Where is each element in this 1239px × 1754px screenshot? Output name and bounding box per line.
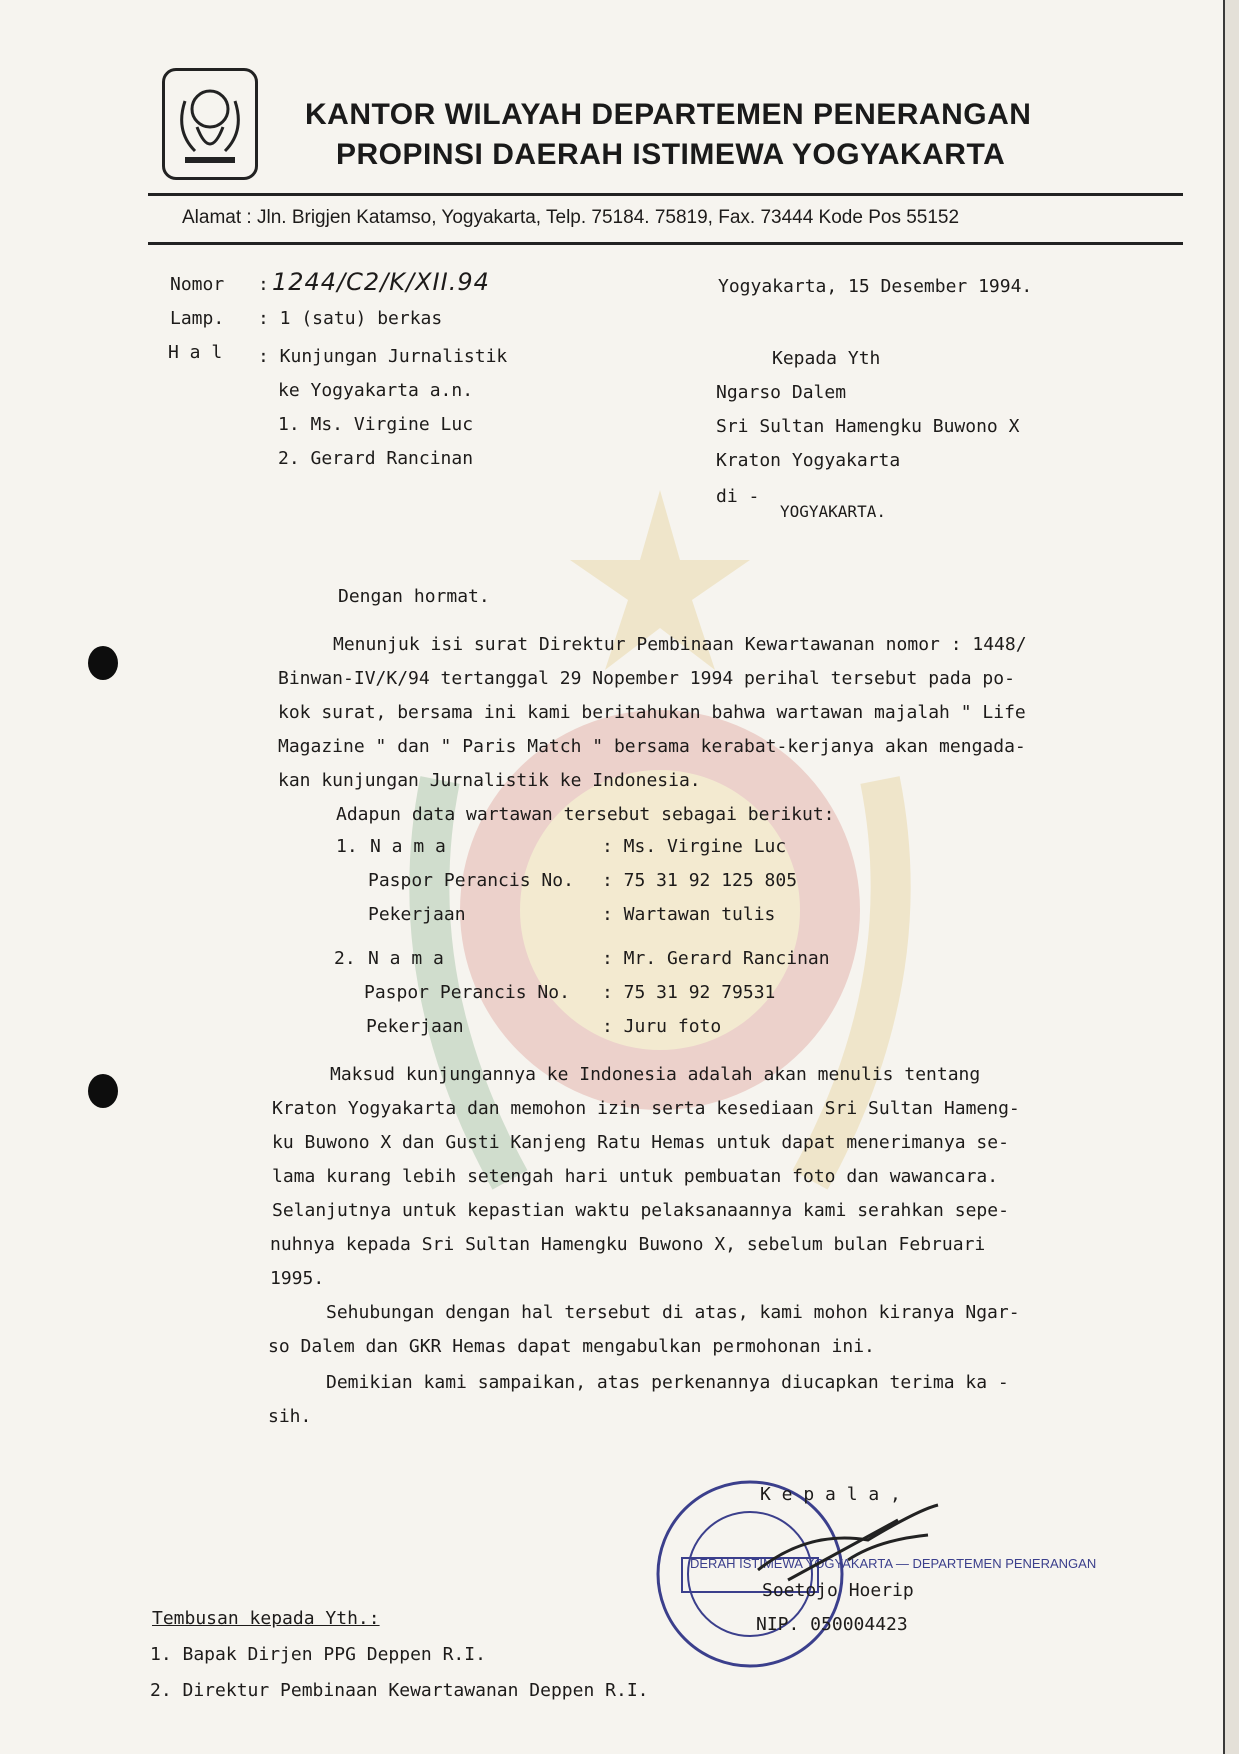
lamp-label: Lamp. [170, 308, 225, 329]
recipient-di: di - [716, 486, 760, 507]
hal-line-3: 1. Ms. Virgine Luc [278, 414, 474, 435]
recipient-kepada: Kepada Yth [772, 348, 881, 369]
para2: Adapun data wartawan tersebut sebagai berikut: [336, 804, 835, 825]
w2-nama-value: : Mr. Gerard Rancinan [602, 948, 830, 969]
para4-line-1: Sehubungan dengan hal tersebut di atas, kami mohon kiranya Ngar- [326, 1302, 1020, 1323]
para3-line-3: ku Buwono X dan Gusti Kanjeng Ratu Hemas untuk dapat menerimanya se- [272, 1132, 1009, 1153]
w1-kerja-label: Pekerjaan [368, 904, 466, 925]
w2-paspor-value: : 75 31 92 79531 [602, 982, 776, 1003]
signature-title: K e p a l a , [760, 1484, 901, 1505]
w1-paspor-label: Paspor Perancis No. [368, 870, 574, 891]
header-rule-top [148, 193, 1183, 196]
page-edge [1225, 0, 1239, 1754]
nomor-sep: : [258, 274, 269, 295]
punch-hole-top [88, 646, 118, 680]
header-rule-bottom [148, 242, 1183, 245]
cc-item-2: 2. Direktur Pembinaan Kewartawanan Deppen R.I. [150, 1680, 649, 1701]
recipient-line-3: Kraton Yogyakarta [716, 450, 901, 471]
para3-line-2: Kraton Yogyakarta dan memohon izin serta kesediaan Sri Sultan Hameng- [272, 1098, 1020, 1119]
letter-date: Yogyakarta, 15 Desember 1994. [718, 276, 1033, 297]
para3-line-1: Maksud kunjungannya ke Indonesia adalah akan menulis tentang [330, 1064, 981, 1085]
nomor-value: 1244/C2/K/XII.94 [272, 268, 490, 296]
salutation: Dengan hormat. [338, 586, 490, 607]
w2-kerja-label: Pekerjaan [366, 1016, 464, 1037]
para3-line-5: Selanjutnya untuk kepastian waktu pelaksanaannya kami serahkan sepe- [272, 1200, 1009, 1221]
para5-line-2: sih. [268, 1406, 312, 1427]
hal-label: H a l [168, 342, 223, 363]
cc-item-1: 1. Bapak Dirjen PPG Deppen R.I. [150, 1644, 486, 1665]
para3-line-6: nuhnya kepada Sri Sultan Hamengku Buwono X, sebelum bulan Februari [270, 1234, 986, 1255]
para1-line-1: Menunjuk isi surat Direktur Pembinaan Kewartawanan nomor : 1448/ [333, 634, 1027, 655]
para4-line-2: so Dalem dan GKR Hemas dapat mengabulkan permohonan ini. [268, 1336, 875, 1357]
signature-name: Soetojo Hoerip [762, 1580, 914, 1601]
hal-value: : Kunjungan Jurnalistik [258, 346, 508, 367]
department-emblem-icon [165, 71, 255, 177]
para5-line-1: Demikian kami sampaikan, atas perkenannya diucapkan terima ka - [326, 1372, 1009, 1393]
signature-nip: NIP. 050004423 [756, 1614, 908, 1635]
recipient-line-2: Sri Sultan Hamengku Buwono X [716, 416, 1020, 437]
para1-line-4: Magazine " dan " Paris Match " bersama kerabat-kerjanya akan mengada- [278, 736, 1026, 757]
header-line-2: PROPINSI DAERAH ISTIMEWA YOGYAKARTA [336, 138, 1006, 171]
para3-line-7: 1995. [270, 1268, 325, 1289]
w1-paspor-value: : 75 31 92 125 805 [602, 870, 798, 891]
hal-line-4: 2. Gerard Rancinan [278, 448, 474, 469]
lamp-value: : 1 (satu) berkas [258, 308, 443, 329]
nomor-label: Nomor [170, 274, 225, 295]
punch-hole-bottom [88, 1074, 118, 1108]
para3-line-4: lama kurang lebih setengah hari untuk pembuatan foto dan wawancara. [272, 1166, 999, 1187]
para1-line-5: kan kunjungan Jurnalistik ke Indonesia. [278, 770, 701, 791]
w1-nama-label: N a m a [370, 836, 446, 857]
handwritten-signature-icon [748, 1500, 948, 1590]
w1-number: 1. [336, 836, 358, 857]
header-line-1: KANTOR WILAYAH DEPARTEMEN PENERANGAN [305, 98, 1032, 131]
para1-line-3: kok surat, bersama ini kami beritahukan bahwa wartawan majalah " Life [278, 702, 1026, 723]
w2-paspor-label: Paspor Perancis No. [364, 982, 570, 1003]
header-address: Alamat : Jln. Brigjen Katamso, Yogyakarta, Telp. 75184. 75819, Fax. 73444 Kode Pos 55152 [182, 207, 960, 228]
para1-line-2: Binwan-IV/K/94 tertanggal 29 Nopember 1994 perihal tersebut pada po- [278, 668, 1015, 689]
hal-line-2: ke Yogyakarta a.n. [278, 380, 474, 401]
w2-nama-label: N a m a [368, 948, 444, 969]
w1-nama-value: : Ms. Virgine Luc [602, 836, 787, 857]
department-logo [162, 68, 258, 180]
w1-kerja-value: : Wartawan tulis [602, 904, 776, 925]
cc-heading: Tembusan kepada Yth.: [152, 1608, 380, 1629]
recipient-city: YOGYAKARTA. [780, 502, 886, 521]
stamp-text: DERAH ISTIMEWA YOGYAKARTA — DEPARTEMEN PENERANGAN [690, 1556, 1097, 1571]
recipient-line-1: Ngarso Dalem [716, 382, 847, 403]
w2-kerja-value: : Juru foto [602, 1016, 722, 1037]
w2-number: 2. [334, 948, 356, 969]
